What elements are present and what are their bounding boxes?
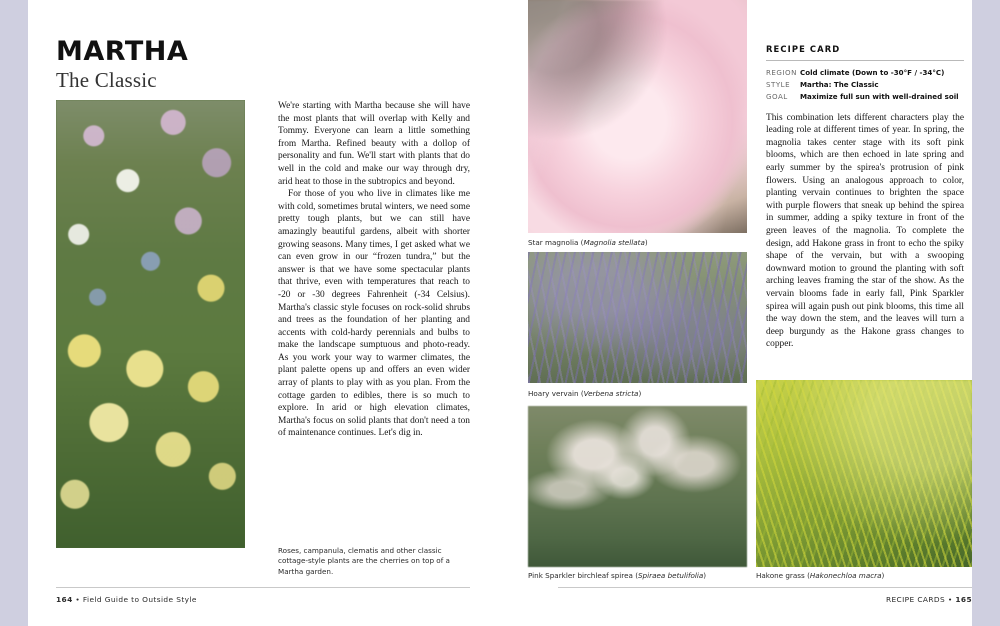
recipe-spec-value: Martha: The Classic (800, 80, 879, 90)
photo-hoary-vervain (528, 252, 747, 383)
hero-photo-caption: Roses, campanula, clematis and other classic cottage-style plants are the cherries on top of a Martha garden. (278, 546, 450, 576)
caption-close-paren: ) (638, 389, 642, 398)
recipe-spec-value: Maximize full sun with well-drained soil (800, 92, 959, 102)
photo-star-magnolia (528, 0, 747, 233)
recipe-spec-value: Cold climate (Down to -30°F / -34°C) (800, 68, 945, 77)
right-folio-separator: • (947, 595, 956, 604)
left-page (28, 0, 500, 626)
photo-pink-sparkler-spirea (528, 406, 747, 567)
recipe-spec-region (766, 68, 964, 77)
recipe-card (766, 44, 964, 351)
recipe-spec-goal (766, 92, 964, 101)
left-folio-text: Field Guide to Outside Style (82, 595, 197, 604)
left-folio (56, 595, 197, 604)
caption-star-magnolia (528, 238, 747, 248)
caption-common-name: Pink Sparkler birchleaf spirea ( (528, 571, 638, 580)
recipe-card-divider (766, 60, 964, 61)
caption-latin-name: Hakonechloa macra (809, 571, 882, 580)
caption-hakone-grass (756, 571, 972, 581)
page-title-block (56, 38, 316, 93)
caption-latin-name: Verbena stricta (583, 389, 639, 398)
recipe-body-paragraph: This combination lets different characters play the leading role at different times of year. In spring, the magnolia takes center stage with its soft pink blooms, which are then echoed in late spring and early summer by the spirea's protrusion of pink flowers. Using an analogous approach to color, planting vervain continues to brighten the space with purple flowers that sneak up behind the spirea in summer, adding a spiky texture in front of the green leaves of the magnolia. To complete the design, add Hakone grass in front to echo the spiky shape of the vervain, but with a swooping downward motion to ground the planting with soft arching leaves framing the star of the show. As the vervain blooms fade in early fall, Pink Sparkler spirea will again push out pink blooms, this time all the way down the stem, and the leaves will turn a deep burgundy as the Hakone grass changes to copper. (766, 112, 964, 350)
recipe-spec-label: GOAL (766, 92, 788, 102)
right-folio (886, 595, 972, 604)
caption-hoary-vervain (528, 389, 747, 399)
left-folio-separator: • (75, 595, 83, 604)
caption-latin-name: Spiraea betulifolia (638, 571, 704, 580)
page-title: MARTHA (56, 36, 189, 67)
hero-photo-art (56, 100, 245, 548)
recipe-card-body (766, 112, 964, 351)
right-folio-text: RECIPE CARDS (885, 595, 946, 604)
caption-latin-name: Magnolia stellata (583, 238, 645, 247)
body-paragraph-2: For those of you who live in climates like me with cold, sometimes brutal winters, we need some pretty tough plants, but we can still have amazingly beautiful gardens, albeit with shorter growing seasons. Many times, I get asked what we can even grow in our “frozen tundra,” but the answer is that we have some spectacular plants that thrive, even with temperatures that reach to -20 or -30 degrees Fahrenheit (-34 Celsius). Martha's classic style focuses on rock-solid shrubs and trees as the foundation of her planting and accents with cold-hardy perennials and bulbs to make the landscape sumptuous and photo-ready. As you work your way to warmer climates, the plant palette opens up and offers an even wider array of plants to play with as you plan. From the cottage garden to edibles, there is so much to explore. In arid or high elevation climates, Martha's focus on solid plants that don't need a ton of maintenance continues. Let's dig in. (278, 189, 470, 439)
body-text-column (278, 100, 470, 440)
recipe-spec-style (766, 80, 964, 89)
left-folio-number: 164 (56, 595, 73, 604)
right-footer-rule (558, 587, 972, 588)
left-footer-rule (56, 587, 470, 588)
recipe-spec-label: STYLE (766, 80, 791, 90)
caption-pink-sparkler-spirea (528, 571, 747, 581)
caption-close-paren: ) (703, 571, 707, 580)
page-subtitle: The Classic (56, 68, 157, 93)
caption-common-name: Star magnolia ( (528, 238, 584, 247)
caption-common-name: Hakone grass ( (756, 571, 810, 580)
caption-common-name: Hoary vervain ( (528, 389, 584, 398)
hero-garden-photo (56, 100, 245, 548)
body-paragraph-1: We're starting with Martha because she will have the most plants that will overlap with Kelly and Tommy. Everyone can learn a little something from Martha. Refined beauty with a dollop of personality and fun. We'll start with plants that do well in the cold and make our way through dry, arid heat to those in the subtropics and beyond. (278, 101, 470, 187)
recipe-spec-label: REGION (766, 68, 797, 77)
right-folio-number: 165 (955, 595, 972, 604)
photo-hakone-grass (756, 380, 972, 567)
caption-close-paren: ) (644, 238, 648, 247)
recipe-card-heading: RECIPE CARD (766, 44, 841, 54)
caption-close-paren: ) (881, 571, 885, 580)
